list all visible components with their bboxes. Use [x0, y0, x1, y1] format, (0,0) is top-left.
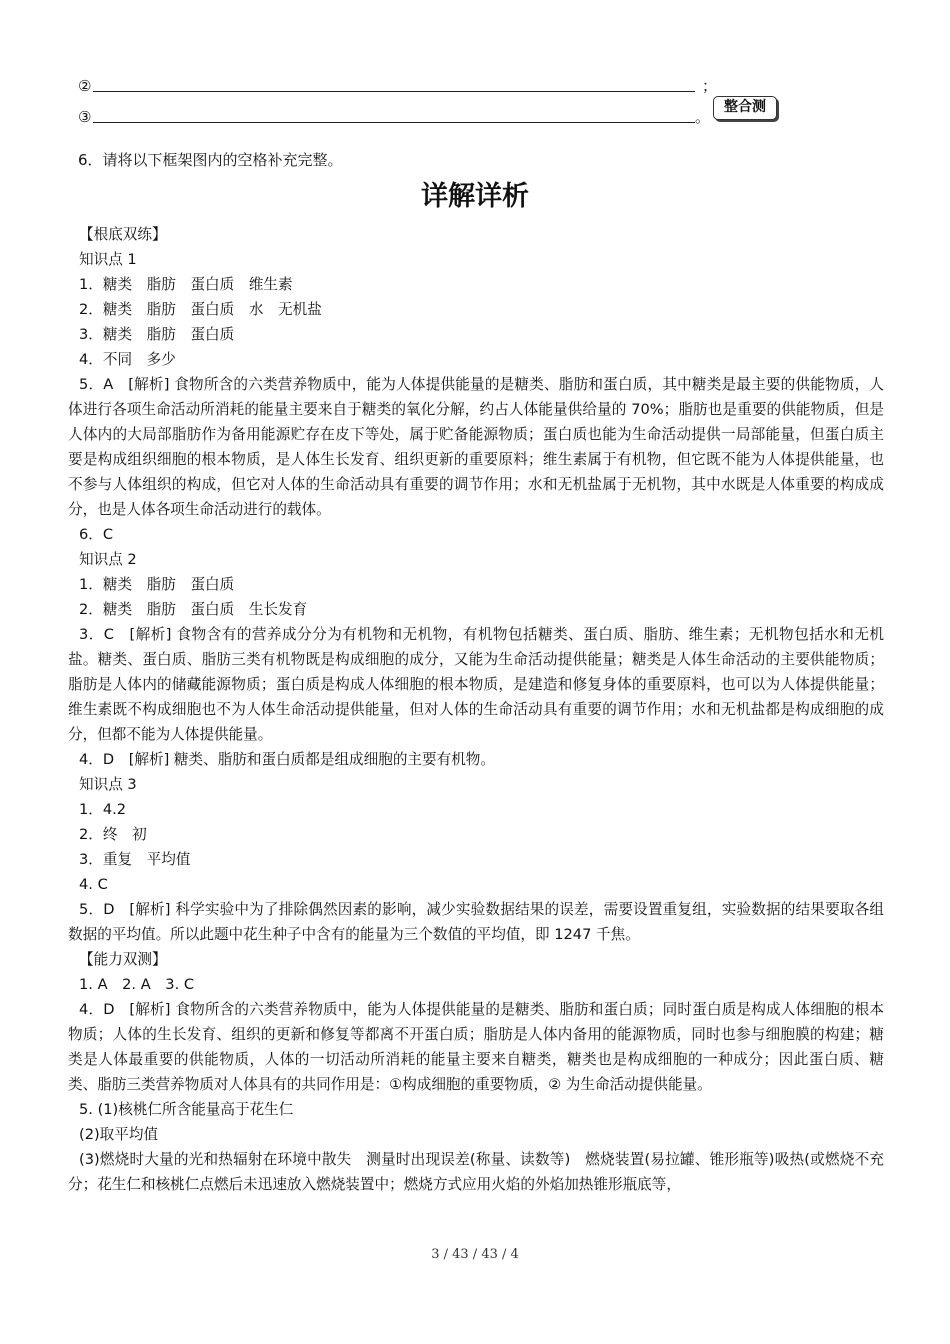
paragraph: 1. A 2. A 3. C [79, 976, 195, 993]
answer-blank-3 [78, 107, 718, 127]
blank-underline [93, 91, 695, 92]
paragraph: 知识点 2 [79, 551, 137, 568]
blank-underline [93, 122, 695, 123]
page-title: 详解详析 [421, 181, 529, 212]
paragraph: 1．糖类 脂肪 蛋白质 [79, 576, 235, 593]
paragraph: 3．重复 平均值 [79, 851, 191, 868]
paragraph: 3．糖类 脂肪 蛋白质 [79, 326, 235, 343]
blank-tail: 。 [695, 108, 711, 126]
paragraph: (2)取平均值 [79, 1126, 159, 1143]
question-6: 6．请将以下框架图内的空格补充完整。 [78, 151, 343, 169]
paragraph: 5．A [解析] 食物所含的六类营养物质中，能为人体提供能量的是糖类、脂肪和蛋白质，其中糖类是最主要的供能物质，人体进行各项生命活动所消耗的能量主要来自于糖类的氧化分解，约占人体能量供给量的 70%；脂肪也是重要的供能物质，但是人体内的大局部脂肪作为备用能源贮存在皮下等处，属于贮备能源物质；蛋白质也能为生命活动提供一局部能量，但蛋白质主要是构成组织细胞的根本物质，是人体生长发育、组织更新的重要原料；维生素属于有机物，但它既不能为人体提供能量，也不参与人体组织的构成，但它对人体的生命活动具有重要的调节作用；水和无机盐属于无机物，其中水既是人体重要的构成成分，也是人体各项生命活动进行的载体。 [68, 376, 884, 518]
paragraph: 4. C [79, 876, 108, 893]
paragraph: 3．C [解析] 食物含有的营养成分分为有机物和无机物，有机物包括糖类、蛋白质、脂肪、维生素；无机物包括水和无机盐。糖类、蛋白质、脂肪三类有机物既是构成细胞的成分，又能为生命活动提供能量；糖类是人体生命活动的主要供能物质；脂肪是人体内的储藏能源物质；蛋白质是构成人体细胞的根本物质，是建造和修复身体的重要原料，也可以为人体提供能量；维生素既不构成细胞也不为人体生命活动提供能量，但对人体的生命活动具有重要的调节作用；水和无机盐都是构成细胞的成分，但都不能为人体提供能量。 [68, 626, 884, 743]
paragraph: 【根底双练】 [79, 226, 167, 243]
paragraph: 4．不同 多少 [79, 351, 176, 368]
paragraph: 1．糖类 脂肪 蛋白质 维生素 [79, 276, 293, 293]
paragraph: 2．糖类 脂肪 蛋白质 水 无机盐 [79, 301, 322, 318]
page-footer: 3 / 43 / 43 / 4 [431, 1247, 519, 1262]
paragraph: 【能力双测】 [79, 951, 167, 968]
paragraph: 2．终 初 [79, 826, 147, 843]
paragraph: 4．D [解析] 食物所含的六类营养物质中，能为人体提供能量的是糖类、脂肪和蛋白质；同时蛋白质是构成人体细胞的根本物质；人体的生长发育、组织的更新和修复等都离不开蛋白质；脂肪是人体内备用的能源物质，同时也参与细胞膜的构建；糖类是人体最重要的供能物质，人体的一切活动所消耗的能量主要来自糖类，糖类也是构成细胞的一种成分；因此蛋白质、糖类、脂肪三类营养物质对人体具有的共同作用是：①构成细胞的重要物质，② 为生命活动提供能量。 [68, 1001, 884, 1093]
answer-content [68, 222, 884, 1197]
blank-tail: ； [702, 77, 718, 95]
section-badge: 整合测 [713, 96, 777, 120]
blank-marker: ③ [78, 108, 92, 126]
paragraph: 2．糖类 脂肪 蛋白质 生长发育 [79, 601, 308, 618]
paragraph: 4．D [解析] 糖类、脂肪和蛋白质都是组成细胞的主要有机物。 [79, 751, 495, 768]
paragraph: 5．D [解析] 科学实验中为了排除偶然因素的影响，减少实验数据结果的误差，需要设置重复组，实验数据的结果要取各组数据的平均值。所以此题中花生种子中含有的能量为三个数值的平均值，即 1247 千焦。 [68, 901, 884, 943]
blank-marker: ② [78, 77, 92, 95]
paragraph: 1．4.2 [79, 801, 127, 818]
paragraph: 知识点 3 [79, 776, 137, 793]
answer-blank-2 [78, 76, 718, 96]
paragraph: 5. (1)核桃仁所含能量高于花生仁 [79, 1101, 294, 1118]
paragraph: 6．C [79, 526, 114, 543]
paragraph: (3)燃烧时大量的光和热辐射在环境中散失 测量时出现误差(称量、读数等) 燃烧装置(易拉罐、锥形瓶等)吸热(或燃烧不充分；花生仁和核桃仁点燃后未迅速放入燃烧装置中；燃烧方式应用火焰的外焰加热锥形瓶底等， [68, 1151, 884, 1193]
paragraph: 知识点 1 [79, 251, 137, 268]
